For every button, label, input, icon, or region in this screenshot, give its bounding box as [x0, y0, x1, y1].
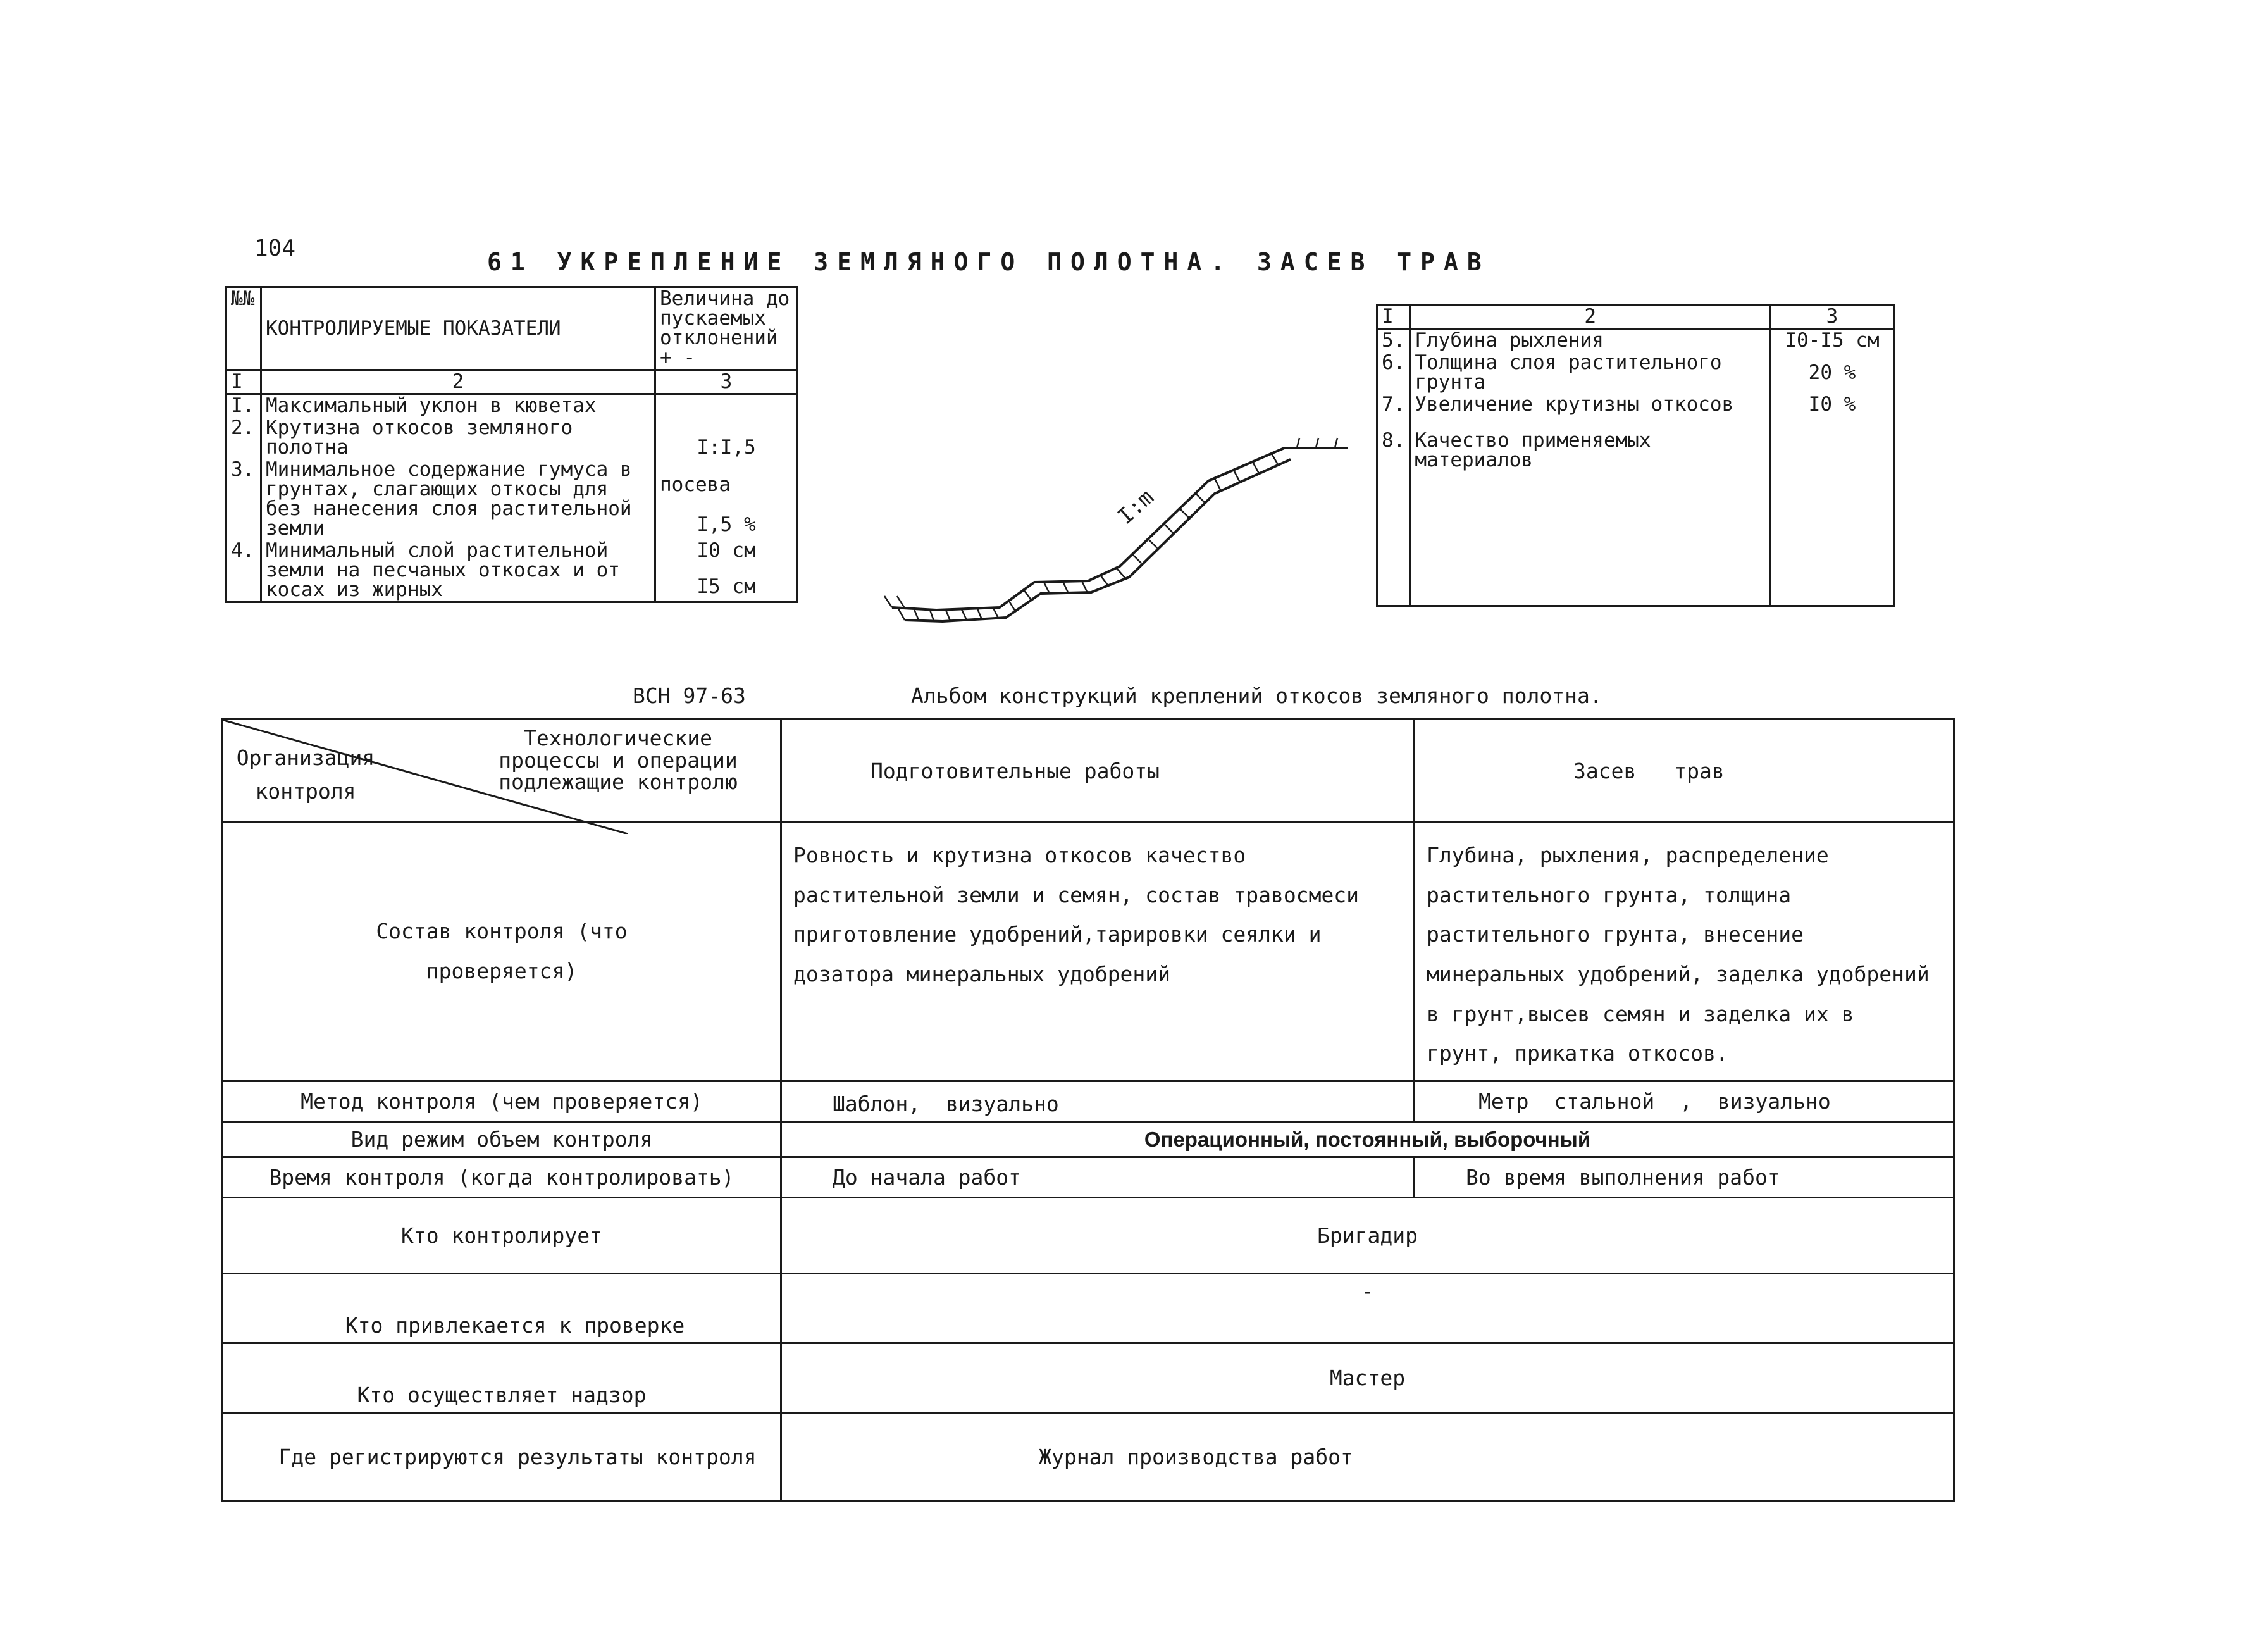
row-label: Время контроля (когда контролировать) [223, 1157, 781, 1198]
album-title: Альбом конструкций креплений откосов земляного полотна. [911, 683, 1602, 708]
index-row [226, 370, 798, 394]
row-number: I. [226, 394, 261, 418]
document-reference: ВСН 97-63 [633, 683, 746, 708]
index-cell: 2 [261, 370, 655, 394]
table-row [223, 1122, 1954, 1157]
row-number: 6. [1377, 352, 1410, 394]
header-prep-work: Подготовительные работы [781, 719, 1415, 823]
row-number: 4. [226, 540, 261, 602]
row-value: I:I,5 [655, 417, 798, 459]
control-header-row [223, 719, 1954, 823]
row-label: Кто контролирует [223, 1198, 781, 1274]
table-row [223, 1157, 1954, 1198]
table-row [226, 394, 798, 418]
page-title: 61 УКРЕПЛЕНИЕ ЗЕМЛЯНОГО ПОЛОТНА. ЗАСЕВ ТРАВ [487, 248, 1490, 276]
row-text: Минимальный слой растительной земли на песчаных откосах и от косах из жирных [261, 540, 655, 602]
index-cell: I [1377, 305, 1410, 329]
row-text: Толщина слоя растительного грунта [1410, 352, 1771, 394]
index-cell: I [226, 370, 261, 394]
header-processes: Технологические процессы и операции подлежащие контролю [499, 726, 738, 795]
table-row [223, 1274, 1954, 1343]
prep-method: Шаблон, визуально [781, 1081, 1415, 1122]
row-value-secondary: I,5 % [697, 513, 756, 536]
table-row [226, 540, 798, 602]
row-value: I0 % [1771, 394, 1894, 416]
table-row [1377, 416, 1894, 606]
row-text: Увеличение крутизны откосов [1410, 394, 1771, 416]
involved-value: - [781, 1274, 1954, 1343]
table-row [223, 823, 1954, 1081]
index-cell: 3 [1771, 305, 1894, 329]
row-text: Крутизна откосов земляного полотна [261, 417, 655, 459]
table-row [1377, 394, 1894, 416]
row-label: Кто осуществляет надзор [223, 1343, 781, 1413]
row-value-cell [655, 540, 798, 602]
index-cell: 3 [655, 370, 798, 394]
row-text: Качество применяемых материалов [1410, 416, 1771, 606]
row-value: 20 % [1771, 352, 1894, 394]
row-label: Состав контроля (что проверяется) [223, 823, 781, 1081]
sow-composition: Глубина, рыхления, распределение растительного грунта, толщина растительного грунта, внесение минеральных удобрений, заделка удобрений в грунт,высев семян и заделка их в грунт, прикатка откосов. [1415, 823, 1954, 1081]
row-value-secondary: I5 см [697, 575, 756, 598]
index-cell: 2 [1410, 305, 1771, 329]
row-number: 3. [226, 459, 261, 540]
table-row [223, 1081, 1954, 1122]
table-header-row [226, 287, 798, 370]
index-row [1377, 305, 1894, 329]
row-number: 7. [1377, 394, 1410, 416]
page-number: 104 [254, 235, 296, 261]
row-label: Вид режим объем контроля [223, 1122, 781, 1157]
header-number: №№ [226, 287, 261, 370]
row-value: посева [660, 473, 731, 496]
slope-label: I:m [1113, 484, 1159, 530]
row-value [1771, 416, 1894, 606]
row-number: 5. [1377, 329, 1410, 352]
table-row [1377, 329, 1894, 352]
row-number: 8. [1377, 416, 1410, 606]
header-tolerance: Величина до пускаемых отклонений + - [655, 287, 798, 370]
right-indicators-table [1376, 304, 1895, 607]
row-text: Минимальное содержание гумуса в грунтах, слагающих откосы для без нанесения слоя растительной земли [261, 459, 655, 540]
row-value: I0 см [697, 539, 756, 562]
table-row [1377, 352, 1894, 394]
supervision-value: Мастер [781, 1343, 1954, 1413]
table-row [223, 1413, 1954, 1502]
prep-composition: Ровность и крутизна откосов качество растительной земли и семян, состав травосмеси приготовление удобрений,тарировки сеялки и дозатора минеральных удобрений [781, 823, 1415, 1081]
row-value [655, 394, 798, 418]
sow-time: Во время выполнения работ [1415, 1157, 1954, 1198]
table-row [223, 1198, 1954, 1274]
header-indicators: КОНТРОЛИРУЕМЫЕ ПОКАЗАТЕЛИ [261, 287, 655, 370]
diagonal-header [223, 719, 781, 823]
row-label: Метод контроля (чем проверяется) [223, 1081, 781, 1122]
sow-method: Метр стальной , визуально [1415, 1081, 1954, 1122]
row-label: Кто привлекается к проверке [223, 1274, 781, 1343]
registration-value: Журнал производства работ [781, 1413, 1954, 1502]
header-organization: Организация контроля [236, 745, 375, 804]
left-indicators-table [225, 286, 798, 603]
row-value: I0-I5 см [1771, 329, 1894, 352]
header-grass-sowing: Засев трав [1415, 719, 1954, 823]
row-value-cell [655, 459, 798, 540]
row-text: Максимальный уклон в кюветах [261, 394, 655, 418]
row-text: Глубина рыхления [1410, 329, 1771, 352]
mode-value: Операционный, постоянный, выборочный [781, 1122, 1954, 1157]
row-label: Где регистрируются результаты контроля [223, 1413, 781, 1502]
table-row [226, 459, 798, 540]
table-row [226, 417, 798, 459]
table-row [223, 1343, 1954, 1413]
prep-time: До начала работ [781, 1157, 1415, 1198]
control-table [221, 718, 1955, 1502]
row-number: 2. [226, 417, 261, 459]
who-value: Бригадир [781, 1198, 1954, 1274]
slope-diagram [879, 430, 1373, 658]
